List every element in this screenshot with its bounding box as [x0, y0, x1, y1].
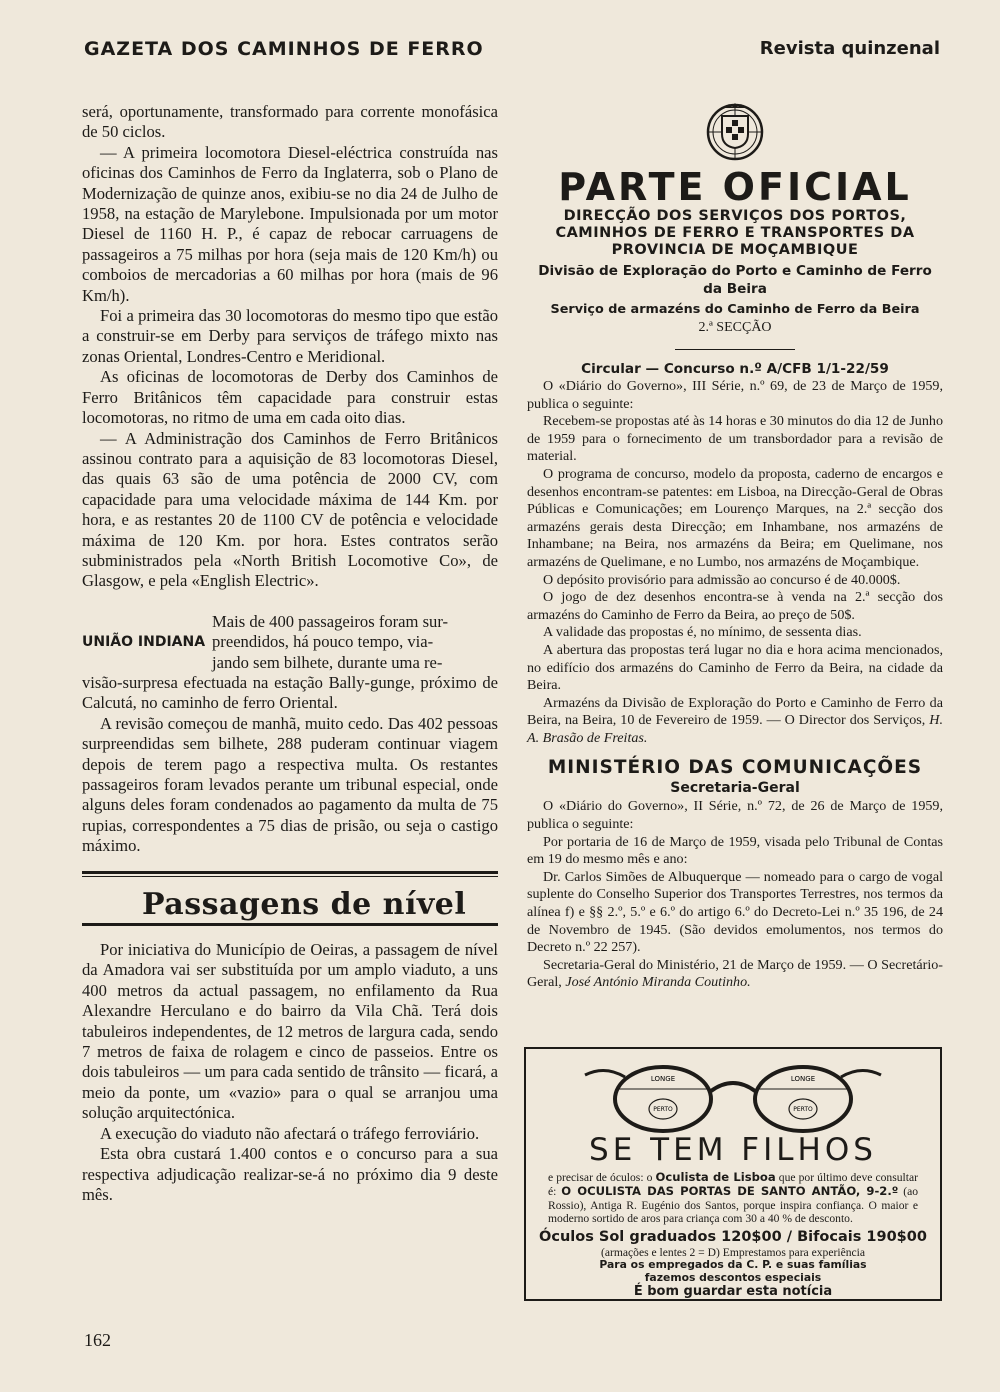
coat-of-arms-icon: [703, 100, 767, 162]
section-rule: [82, 923, 498, 926]
lens-label-far: LONGE: [790, 1075, 816, 1083]
ad-footer-line: Para os empregados da C. P. e suas famílias: [599, 1258, 867, 1272]
paragraph: A revisão começou de manhã, muito cedo. Das 402 pessoas surpreendidas sem bilhete, 288 puderam continuar viagem depois de terem pago a respectiva multa. Os restantes passageiros foram levados perante um tribunal especial, onde alguns deles foram condenados ao pagamento da multa de 75 rupias, correspondentes a 75 dias de prisão, ou seja o castigo máximo.: [82, 713, 498, 856]
paragraph: O programa de concurso, modelo da proposta, caderno de encargos e desenhos encontram-se patentes: em Lisboa, na Direcção-Geral de Obras Públicas e Comunicações; em Lourenço Marques, na 2.ª secção dos armazéns gerais desta Direcção; em Inhambane, nos armazéns de Inhambane; na Beira, nos armazéns da Beira; em Quelimane, nos armazéns de Quelimane, e no Lumbo, nos armazéns de Moçambique.: [527, 465, 943, 570]
paragraph: O jogo de dez desenhos encontra-se à venda na 2.ª secção dos armazéns do Caminho de Ferro da Beira, ao preço de 50$.: [527, 589, 943, 623]
paragraph: O «Diário do Governo», III Série, n.º 69, de 23 de Março de 1959, publica o seguinte:: [527, 378, 943, 412]
ad-text-bold: O OCULISTA DAS PORTAS DE SANTO ANTÃO, 9-2.º: [561, 1183, 899, 1198]
paragraph: será, oportunamente, transformado para corrente monofásica de 50 ciclos.: [82, 102, 498, 142]
closing-paragraph: [527, 695, 943, 748]
ad-text-bold: Oculista de Lisboa: [655, 1170, 776, 1184]
page-number: 162: [84, 1330, 111, 1350]
paragraph: A execução do viaduto não afectará o tráfego ferroviário.: [100, 1123, 480, 1143]
closing-paragraph: [527, 957, 943, 992]
ad-text: (ao Rossio), Antiga R. Eugénio dos Santos, porque inspira confiança. O maior e moderno sortido de aros para criança com 30 a 40 % de desconto.: [548, 1184, 919, 1226]
running-head-subtitle: Revista quinzenal: [759, 38, 940, 59]
section-title: Passagens de nível: [142, 886, 467, 922]
paragraph: Por iniciativa do Município de Oeiras, a passagem de nível da Amadora vai ser substituída por um amplo viaduto, a uns 400 metros da actual passagem, no enfilamento da Rua Alexandre Herculano e do bairro da Vila Chã. Terá dois tabuleiros independentes, de 12 metros de largura cada, sendo 7 metros de faixa de rolagem e cinco de passeios. Entre os dois tabuleiros — um para cada sentido de trânsito — ficará, a meio da ponte, um «vazio» para o qual se arranjou uma solução arquitectónica.: [82, 940, 498, 1123]
side-heading: UNIÃO INDIANA: [82, 633, 206, 650]
lens-label-far: LONGE: [650, 1075, 676, 1083]
left-column: [82, 102, 498, 1205]
signature: H. A. Brasão de Freitas.: [527, 712, 943, 746]
lens-label-near: PERTO: [793, 1106, 813, 1113]
section-rule: [82, 876, 498, 877]
paragraph: A abertura das propostas terá lugar no dia e hora acima mencionados, no edifício dos armazéns do Caminho de Ferro da Beira, na cidade da Beira.: [527, 641, 943, 694]
paragraph: Por portaria de 16 de Março de 1959, visada pelo Tribunal de Contas em 19 do mesmo mês e ano:: [527, 833, 943, 868]
optician-advertisement: [524, 1047, 942, 1301]
closing-text: Armazéns da Divisão de Exploração do Porto e Caminho de Ferro da Beira, na Beira, 10 de Fevereiro de 1959. — O Director dos Serviços,: [527, 694, 943, 729]
page-title: PARTE OFICIAL: [558, 165, 912, 209]
paragraph: Esta obra custará 1.400 contos e o concurso para a sua respectiva adjudicação realizar-se-á no próximo dia 9 deste mês.: [82, 1144, 498, 1204]
paragraph: O depósito provisório para admissão ao concurso é de 40.000$.: [543, 571, 901, 588]
ministry-heading: MINISTÉRIO DAS COMUNICAÇÕES: [547, 757, 923, 779]
circular-label: [527, 360, 943, 378]
ad-footer-line: fazemos descontos especiais: [644, 1270, 822, 1284]
paragraph: A validade das propostas é, no mínimo, de sessenta dias.: [543, 624, 862, 641]
running-head-title: GAZETA DOS CAMINHOS DE FERRO: [84, 38, 484, 60]
circular-text: Circular — Concurso n.º A/CFB 1/1-22/59: [581, 361, 889, 377]
directorate-heading: DIRECÇÃO DOS SERVIÇOS DOS PORTOS, CAMINHOS DE FERRO E TRANSPORTES DA PROVINCIA DE MOÇAMBIQUE: [555, 208, 915, 258]
section-label: 2.ª SECÇÃO: [698, 320, 772, 335]
ad-text: e precisar de óculos: o: [548, 1171, 656, 1184]
paragraph-line: Mais de 400 passageiros foram sur-: [212, 611, 449, 631]
closing-text: Secretaria-Geral do Ministério, 21 de Março de 1959. — O Secretário-Geral,: [527, 956, 943, 991]
paragraph-line: jando sem bilhete, durante uma re-: [212, 652, 443, 672]
ad-headline: SE TEM FILHOS: [589, 1132, 877, 1168]
signature: José António Miranda Coutinho.: [565, 974, 751, 991]
ministry-subheading: Secretaria-Geral: [670, 780, 800, 797]
ad-text: que por último deve consultar é:: [548, 1171, 918, 1198]
paragraph: Recebem-se propostas até às 14 horas e 30 minutos do dia 12 de Junho de 1959 para o fornecimento de um transbordador para a revisão de material.: [527, 413, 943, 465]
paragraph: As oficinas de locomotoras de Derby dos Caminhos de Ferro Britânicos têm capacidade para construir estas locomotoras, no ritmo de uma em cada oito dias.: [82, 367, 498, 428]
lens-label-near: PERTO: [653, 1106, 673, 1113]
ad-body: [526, 1167, 940, 1226]
paragraph: Dr. Carlos Simões de Albuquerque — nomeado para o cargo de vogal suplente do Conselho Superior dos Transportes Terrestres, nos termos da alínea f) e §§ 2.º, 5.º e 6.º do artigo 6.º do Decreto-Lei n.º 35 196, de 24 de Novembro de 1945. (São devidos emolumentos, nos termos do Decreto n.º 22 257).: [527, 868, 943, 956]
paragraph: Foi a primeira das 30 locomotoras do mesmo tipo que estão a construir-se em Derby para serviços de tráfego mixto nas zonas Oriental, Londres-Centro e Meridional.: [82, 306, 498, 366]
uniao-indiana-section: [82, 612, 498, 857]
ad-prices: Óculos Sol graduados 120$00 / Bifocais 190$00: [539, 1229, 927, 1246]
section-rule: [82, 871, 498, 874]
paragraph: O «Diário do Governo», II Série, n.º 72, de 26 de Março de 1959, publica o seguinte:: [527, 798, 943, 833]
service-heading: Serviço de armazéns do Caminho de Ferro da Beira: [550, 302, 920, 317]
ad-note: (armações e lentes 2 = D) Emprestamos para experiência: [600, 1246, 866, 1260]
eyeglasses-icon: [583, 1063, 883, 1133]
right-column: [527, 100, 943, 992]
division-heading: Divisão de Exploração do Porto e Caminho de Ferro da Beira: [538, 263, 932, 297]
divider: [675, 349, 795, 350]
paragraph: — A primeira locomotora Diesel-eléctrica construída nas oficinas dos Caminhos de Ferro da Inglaterra, sob o Plano de Modernização de quinze anos, exibiu-se no dia 24 de Julho de 1958, na estação de Marylebone. Impulsionada por um motor Diesel de 1160 H. P., é capaz de rebocar carruagens de passageiros a 75 milhas por hora (seja mais de 120 Km/h) ou comboios de mercadorias a 60 milhas por hora (mais de 96 Km/h).: [82, 142, 498, 305]
ad-tagline: É bom guardar esta notícia: [633, 1284, 833, 1300]
paragraph: visão-surpresa efectuada na estação Bally-gunge, próximo de Calcutá, no caminho de ferro Oriental.: [82, 672, 498, 713]
paragraph: — A Administração dos Caminhos de Ferro Britânicos assinou contrato para a aquisição de 83 locomotoras Diesel, das quais 63 são de uma potência de 2000 CV, com capacidade para uma velocidade máxima de 144 Km. por hora, e as restantes 20 de 1100 CV de potência e velocidade máxima de 120 Km. por hora. Estes contratos serão subministrados pela «North British Locomotive Co», de Glasgow, e pela «English Electric».: [82, 428, 498, 591]
paragraph-line: preendidos, há pouco tempo, via-: [212, 632, 434, 652]
